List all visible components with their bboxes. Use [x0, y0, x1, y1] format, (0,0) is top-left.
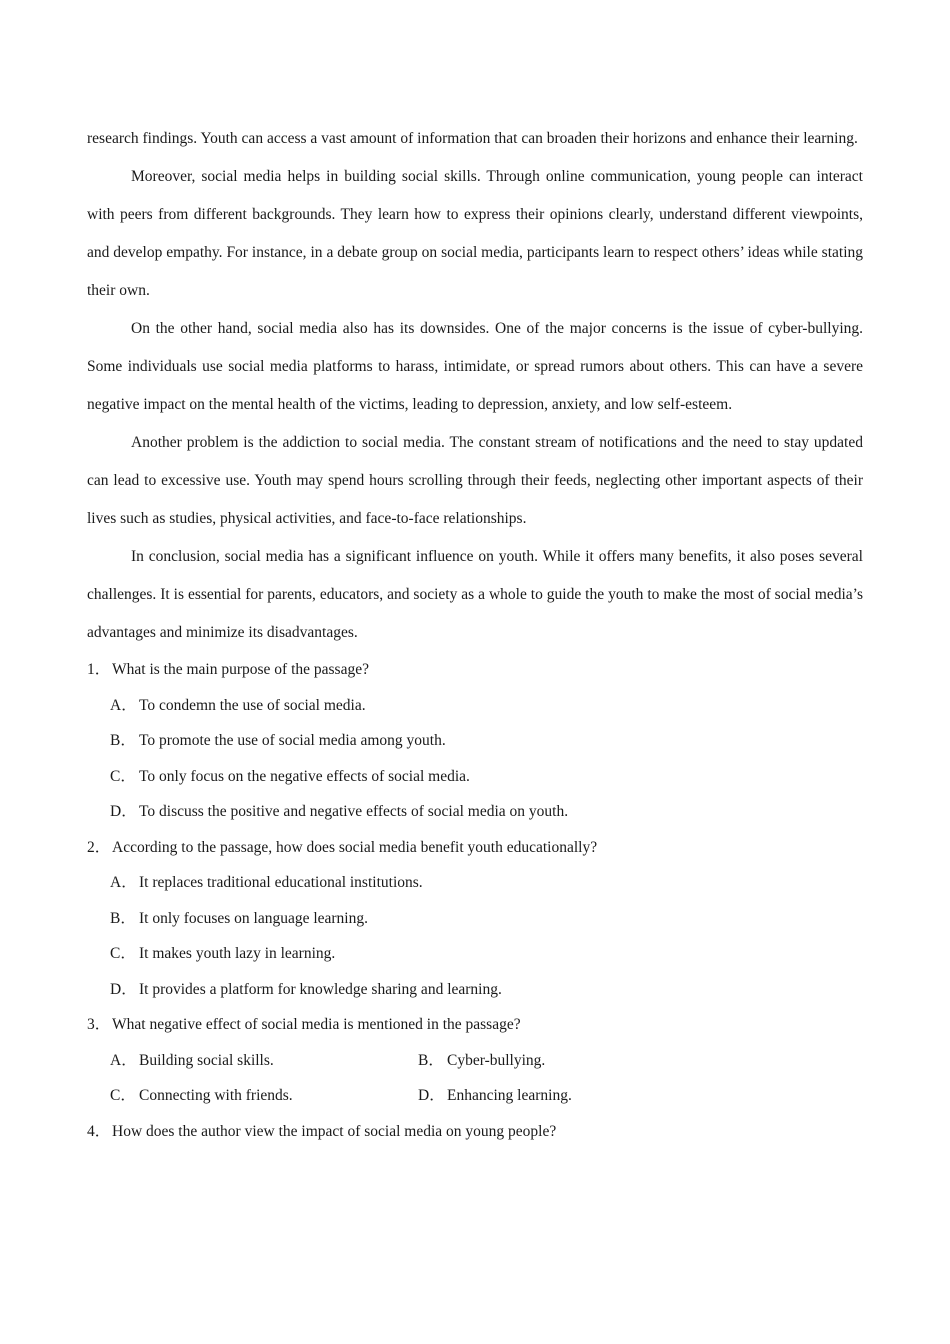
question-block	[87, 830, 863, 1008]
answer-option	[418, 1043, 726, 1079]
answer-option	[110, 972, 863, 1008]
option-text: Connecting with friends.	[139, 1087, 293, 1104]
question-text: What negative effect of social media is mentioned in the passage?	[112, 1016, 521, 1033]
option-label: A．	[110, 874, 137, 891]
option-label: B．	[110, 732, 136, 749]
passage-paragraph: On the other hand, social media also has its downsides. One of the major concerns is the issue of cyber-bullying. Some individuals use social media platforms to harass, intimidate, or spread rumors about others. This can have a severe negative impact on the mental health of the victims, leading to depression, anxiety, and low self-esteem.	[87, 320, 863, 413]
question-number: 4．	[87, 1122, 111, 1140]
option-label: C．	[110, 767, 136, 785]
answer-option	[110, 865, 863, 901]
question-block	[87, 652, 863, 830]
option-label: D．	[418, 1087, 445, 1104]
question-number: 1．	[87, 661, 111, 678]
answer-option	[110, 794, 863, 830]
option-text: It makes youth lazy in learning.	[139, 945, 336, 962]
option-label: B．	[418, 1051, 444, 1069]
option-text: To discuss the positive and negative effects of social media on youth.	[139, 803, 569, 820]
question-number: 2．	[87, 838, 111, 856]
answer-option	[418, 1078, 726, 1114]
question-block	[87, 1007, 863, 1114]
question-stem	[87, 830, 863, 866]
option-text: To promote the use of social media among youth.	[139, 732, 446, 749]
option-text: Cyber-bullying.	[447, 1051, 546, 1069]
question-stem	[87, 1007, 863, 1043]
answer-option-row	[110, 1043, 863, 1079]
answer-option	[110, 1043, 418, 1079]
answer-option	[110, 688, 863, 724]
option-text: To only focus on the negative effects of social media.	[139, 767, 470, 785]
option-text: Enhancing learning.	[447, 1087, 572, 1104]
passage-paragraph-continued: research findings. Youth can access a vast amount of information that can broaden their horizons and enhance their learning.	[87, 130, 858, 147]
option-text: To condemn the use of social media.	[139, 696, 366, 714]
option-text: It provides a platform for knowledge sharing and learning.	[139, 980, 502, 998]
passage-paragraph: In conclusion, social media has a significant influence on youth. While it offers many benefits, it also poses several challenges. It is essential for parents, educators, and society as a whole to guide the youth to make the most of social media’s advantages and minimize its disadvantages.	[87, 548, 863, 641]
option-text: Building social skills.	[139, 1051, 274, 1069]
option-text: It replaces traditional educational institutions.	[139, 874, 423, 891]
passage-paragraph: Another problem is the addiction to social media. The constant stream of notifications and the need to stay updated can lead to excessive use. Youth may spend hours scrolling through their feeds, neglecting other important aspects of their lives such as studies, physical activities, and face-to-face relationships.	[87, 434, 863, 527]
option-text: It only focuses on language learning.	[139, 909, 368, 927]
question-block	[87, 1114, 863, 1150]
option-label: B．	[110, 909, 136, 927]
option-label: C．	[110, 1087, 136, 1104]
answer-option	[110, 759, 863, 795]
question-text: According to the passage, how does social media benefit youth educationally?	[112, 838, 598, 856]
option-label: C．	[110, 945, 136, 962]
question-stem	[87, 652, 863, 688]
question-text: How does the author view the impact of social media on young people?	[112, 1122, 557, 1140]
answer-option	[110, 936, 863, 972]
option-label: A．	[110, 696, 137, 714]
option-label: D．	[110, 980, 137, 998]
question-text: What is the main purpose of the passage?	[112, 661, 369, 678]
answer-option	[110, 723, 863, 759]
passage-paragraph: Moreover, social media helps in building social skills. Through online communication, young people can interact with peers from different backgrounds. They learn how to express their opinions clearly, understand different viewpoints, and develop empathy. For instance, in a debate group on social media, participants learn to respect others’ ideas while stating their own.	[87, 168, 863, 299]
question-stem	[87, 1114, 863, 1150]
option-label: D．	[110, 803, 137, 820]
answer-option	[110, 901, 863, 937]
answer-option-row	[110, 1078, 863, 1114]
option-label: A．	[110, 1051, 137, 1069]
question-number: 3．	[87, 1016, 111, 1033]
page-content	[87, 120, 863, 1149]
answer-option	[110, 1078, 418, 1114]
